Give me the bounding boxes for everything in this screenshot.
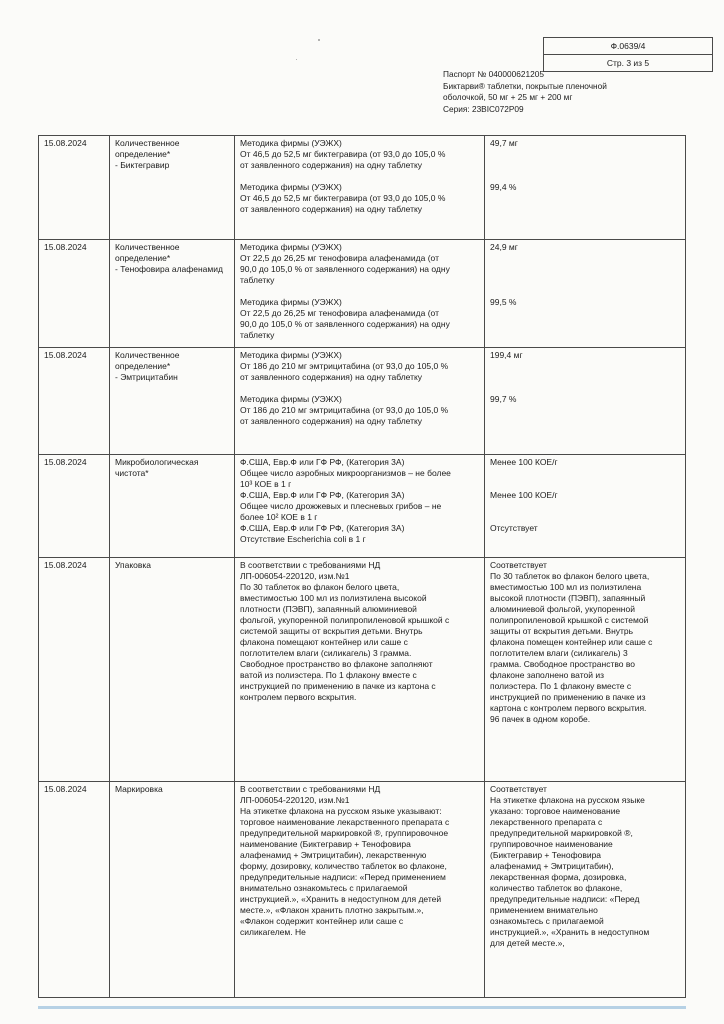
table-row [39,558,685,782]
method-result-segment [235,138,685,171]
method-text: Методика фирмы (УЭЖХ) От 46,5 до 52,5 мг биктегравира (от 93,0 до 105,0 % от заявленного содержания) на одну таблетку [240,182,446,214]
table-row [39,348,685,455]
result-text: 99,7 % [490,394,517,404]
row-date: 15.08.2024 [39,782,110,997]
row-date: 15.08.2024 [39,348,110,454]
result-text: Соответствует По 30 таблеток во флакон белого цвета, вместимостью 100 мл из полиэтилена высокой плотности (ПЭВП), запаянный алюминиевой фольгой, укупоренной полипропиленовой крышкой с системой защиты от вскрытия детьми. Внутрь флакона помещен контейнер или саше с поглотителем влаги (силикагель) 3 грамма. Свободное пространство во флаконе заполнено ватой из полиэстера. По 1 флакону вместе с инструкцией по применению в пачке из картона с контролем первого вскрытия. 96 пачек в одном коробе. [490,560,653,724]
page-number: Стр. 3 из 5 [544,54,712,71]
form-code-box [543,37,713,72]
result-text: 49,7 мг [490,138,518,148]
method-text: Ф.США, Евр.Ф или ГФ РФ, (Категория 3А) Общее число аэробных микроорганизмов – не более 10³ КОЕ в 1 г [240,457,451,489]
method-text: В соответствии с требованиями НД ЛП-006054-220120, изм.№1 На этикетке флакона на русском языке указывают: торговое наименование лекарственного препарата с предупредительной маркировкой ®, группировочное наименование (Биктегравир + Тенофовира алафенамид + Эмтрицитабин), лекарственную форму, дозировку, количество таблеток во флаконе, предупредительные надписи: «Перед применением внимательно ознакомьтесь с прилагаемой инструкцией.», «Хранить в недоступном для детей месте.», «Флакон хранить плотно закрытым.», «Флакон содержит контейнер или саше с силикагелем. Не [240,784,450,937]
row-parameter: Упаковка [110,558,235,781]
scan-speck [318,39,320,41]
row-parameter: Маркировка [110,782,235,997]
table-row [39,455,685,558]
method-text: Методика фирмы (УЭЖХ) От 22,5 до 26,25 мг тенофовира алафенамида (от 90,0 до 105,0 % от заявленного содержания) на одну таблетку [240,242,450,285]
row-date: 15.08.2024 [39,240,110,347]
method-result-segment [235,350,685,383]
footer-scan-line [38,1006,686,1009]
method-result-segment [235,560,685,725]
method-result-segment [235,490,685,523]
row-method-result [235,240,685,347]
result-text: Отсутствует [490,523,538,533]
product-description: Биктарви® таблетки, покрытые пленочной оболочкой, 50 мг + 25 мг + 200 мг [443,80,607,102]
method-result-segment [235,784,685,949]
method-text: Ф.США, Евр.Ф или ГФ РФ, (Категория 3А) Общее число дрожжевых и плесневых грибов – не более 10² КОЕ в 1 г [240,490,442,522]
series-number: Серия: 23BIC072P09 [443,103,524,114]
row-parameter: Количественное определение* - Тенофовира алафенамид [110,240,235,347]
result-text: 199,4 мг [490,350,523,360]
row-method-result [235,348,685,454]
method-result-segment [235,297,685,341]
passport-header [443,69,643,115]
method-text: Методика фирмы (УЭЖХ) От 46,5 до 52,5 мг биктегравира (от 93,0 до 105,0 % от заявленного содержания) на одну таблетку [240,138,446,170]
row-parameter: Микробиологическая чистота* [110,455,235,557]
row-method-result [235,558,685,781]
method-result-segment [235,394,685,427]
table-row [39,136,685,240]
result-text: Менее 100 КОЕ/г [490,490,558,500]
method-result-segment [235,457,685,490]
method-text: Методика фирмы (УЭЖХ) От 22,5 до 26,25 мг тенофовира алафенамида (от 90,0 до 105,0 % от заявленного содержания) на одну таблетку [240,297,450,340]
result-text: Соответствует На этикетке флакона на русском языке указано: торговое наименование лекарственного препарата с предупредительной маркировкой ®, группировочное наименование (Биктегравир + Тенофовира алафенамид + Эмтрицитабин), лекарственная форма, дозировка, количество таблеток во флаконе, предупредительные надписи: «Перед применением внимательно ознакомьтесь с прилагаемой инструкцией.», «Хранить в недоступном для детей месте.», [490,784,650,948]
method-text: В соответствии с требованиями НД ЛП-006054-220120, изм.№1 По 30 таблеток во флакон белого цвета, вместимостью 100 мл из полиэтилена высокой плотности (ПЭВП), запаянный алюминиевой фольгой, укупоренной полипропиленовой крышкой с системой защиты от вскрытия детьми. Внутрь флакона помещают контейнер или саше с поглотителем влаги (силикагель) 3 грамма. Свободное пространство во флаконе заполняют ватой из полиэстера. По 1 флакону вместе с инструкцией по применению в пачке из картона с контролем первого вскрытия. [240,560,450,702]
row-parameter: Количественное определение* - Эмтрицитабин [110,348,235,454]
row-method-result [235,782,685,997]
result-text: 99,5 % [490,297,517,307]
result-text: 24,9 мг [490,242,518,252]
row-parameter: Количественное определение* - Биктегравир [110,136,235,239]
method-text: Методика фирмы (УЭЖХ) От 186 до 210 мг эмтрицитабина (от 93,0 до 105,0 % от заявленного содержания) на одну таблетку [240,394,449,426]
table-row [39,240,685,348]
row-date: 15.08.2024 [39,136,110,239]
result-text: 99,4 % [490,182,517,192]
passport-table [38,135,686,998]
row-method-result [235,455,685,557]
scan-speck [296,59,297,60]
method-text: Ф.США, Евр.Ф или ГФ РФ, (Категория 3А) Отсутствие Escherichia coli в 1 г [240,523,405,544]
method-result-segment [235,523,685,545]
passport-number: Паспорт № 040000621205 [443,69,544,79]
method-result-segment [235,242,685,286]
row-method-result [235,136,685,239]
result-text: Менее 100 КОЕ/г [490,457,558,467]
method-result-segment [235,182,685,215]
form-code: Ф.0639/4 [610,41,646,51]
row-date: 15.08.2024 [39,558,110,781]
table-row [39,782,685,997]
method-text: Методика фирмы (УЭЖХ) От 186 до 210 мг эмтрицитабина (от 93,0 до 105,0 % от заявленного содержания) на одну таблетку [240,350,449,382]
row-date: 15.08.2024 [39,455,110,557]
